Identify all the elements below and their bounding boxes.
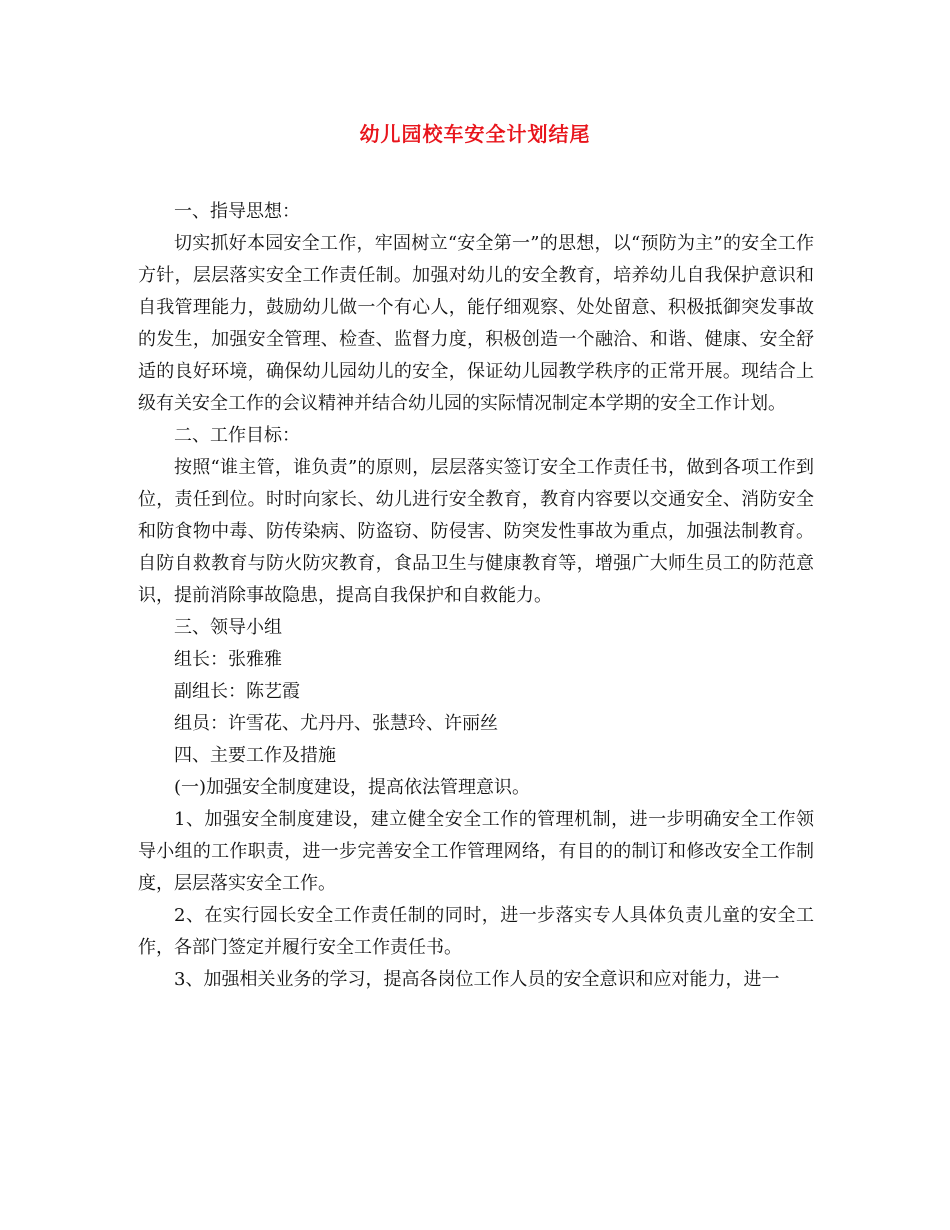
list-item-2: 2、在实行园长安全工作责任制的同时，进一步落实专人具体负责儿童的安全工作，各部门签定并履行安全工作责任书。 [138,905,814,958]
heading-leadership-group: 三、领导小组 [174,617,282,638]
heading-guiding-ideology: 一、指导思想： [174,201,300,222]
leader-line: 组长：张雅雅 [174,649,282,670]
document-body [138,196,814,996]
heading-main-work: 四、主要工作及措施 [174,745,336,766]
list-item-3: 3、加强相关业务的学习，提高各岗位工作人员的安全意识和应对能力，进一 [174,969,780,990]
deputy-leader-line: 副组长：陈艺霞 [174,681,300,702]
document-title: 幼儿园校车安全计划结尾 [359,122,591,146]
paragraph-guiding-ideology: 切实抓好本园安全工作，牢固树立“安全第一”的思想，以“预防为主”的安全工作方针，层层落实安全工作责任制。加强对幼儿的安全教育，培养幼儿自我保护意识和自我管理能力，鼓励幼儿做一个有心人，能仔细观察、处处留意、积极抵御突发事故的发生，加强安全管理、检查、监督力度，积极创造一个融洽、和谐、健康、安全舒适的良好环境，确保幼儿园幼儿的安全，保证幼儿园教学秩序的正常开展。现结合上级有关安全工作的会议精神并结合幼儿园的实际情况制定本学期的安全工作计划。 [138,233,814,414]
members-line: 组员：许雪花、尤丹丹、张慧玲、许丽丝 [174,713,498,734]
paragraph-work-goals: 按照“谁主管，谁负责”的原则，层层落实签订安全工作责任书，做到各项工作到位，责任到位。时时向家长、幼儿进行安全教育，教育内容要以交通安全、消防安全和防食物中毒、防传染病、防盗窃、防侵害、防突发性事故为重点，加强法制教育。自防自救教育与防火防灾教育，食品卫生与健康教育等，增强广大师生员工的防范意识，提前消除事故隐患，提高自我保护和自救能力。 [138,457,814,606]
heading-work-goals: 二、工作目标： [174,425,300,446]
subheading-safety-system: (一)加强安全制度建设，提高依法管理意识。 [174,777,531,798]
list-item-1: 1、加强安全制度建设，建立健全安全工作的管理机制，进一步明确安全工作领导小组的工作职责，进一步完善安全工作管理网络，有目的的制订和修改安全工作制度，层层落实安全工作。 [138,809,814,894]
